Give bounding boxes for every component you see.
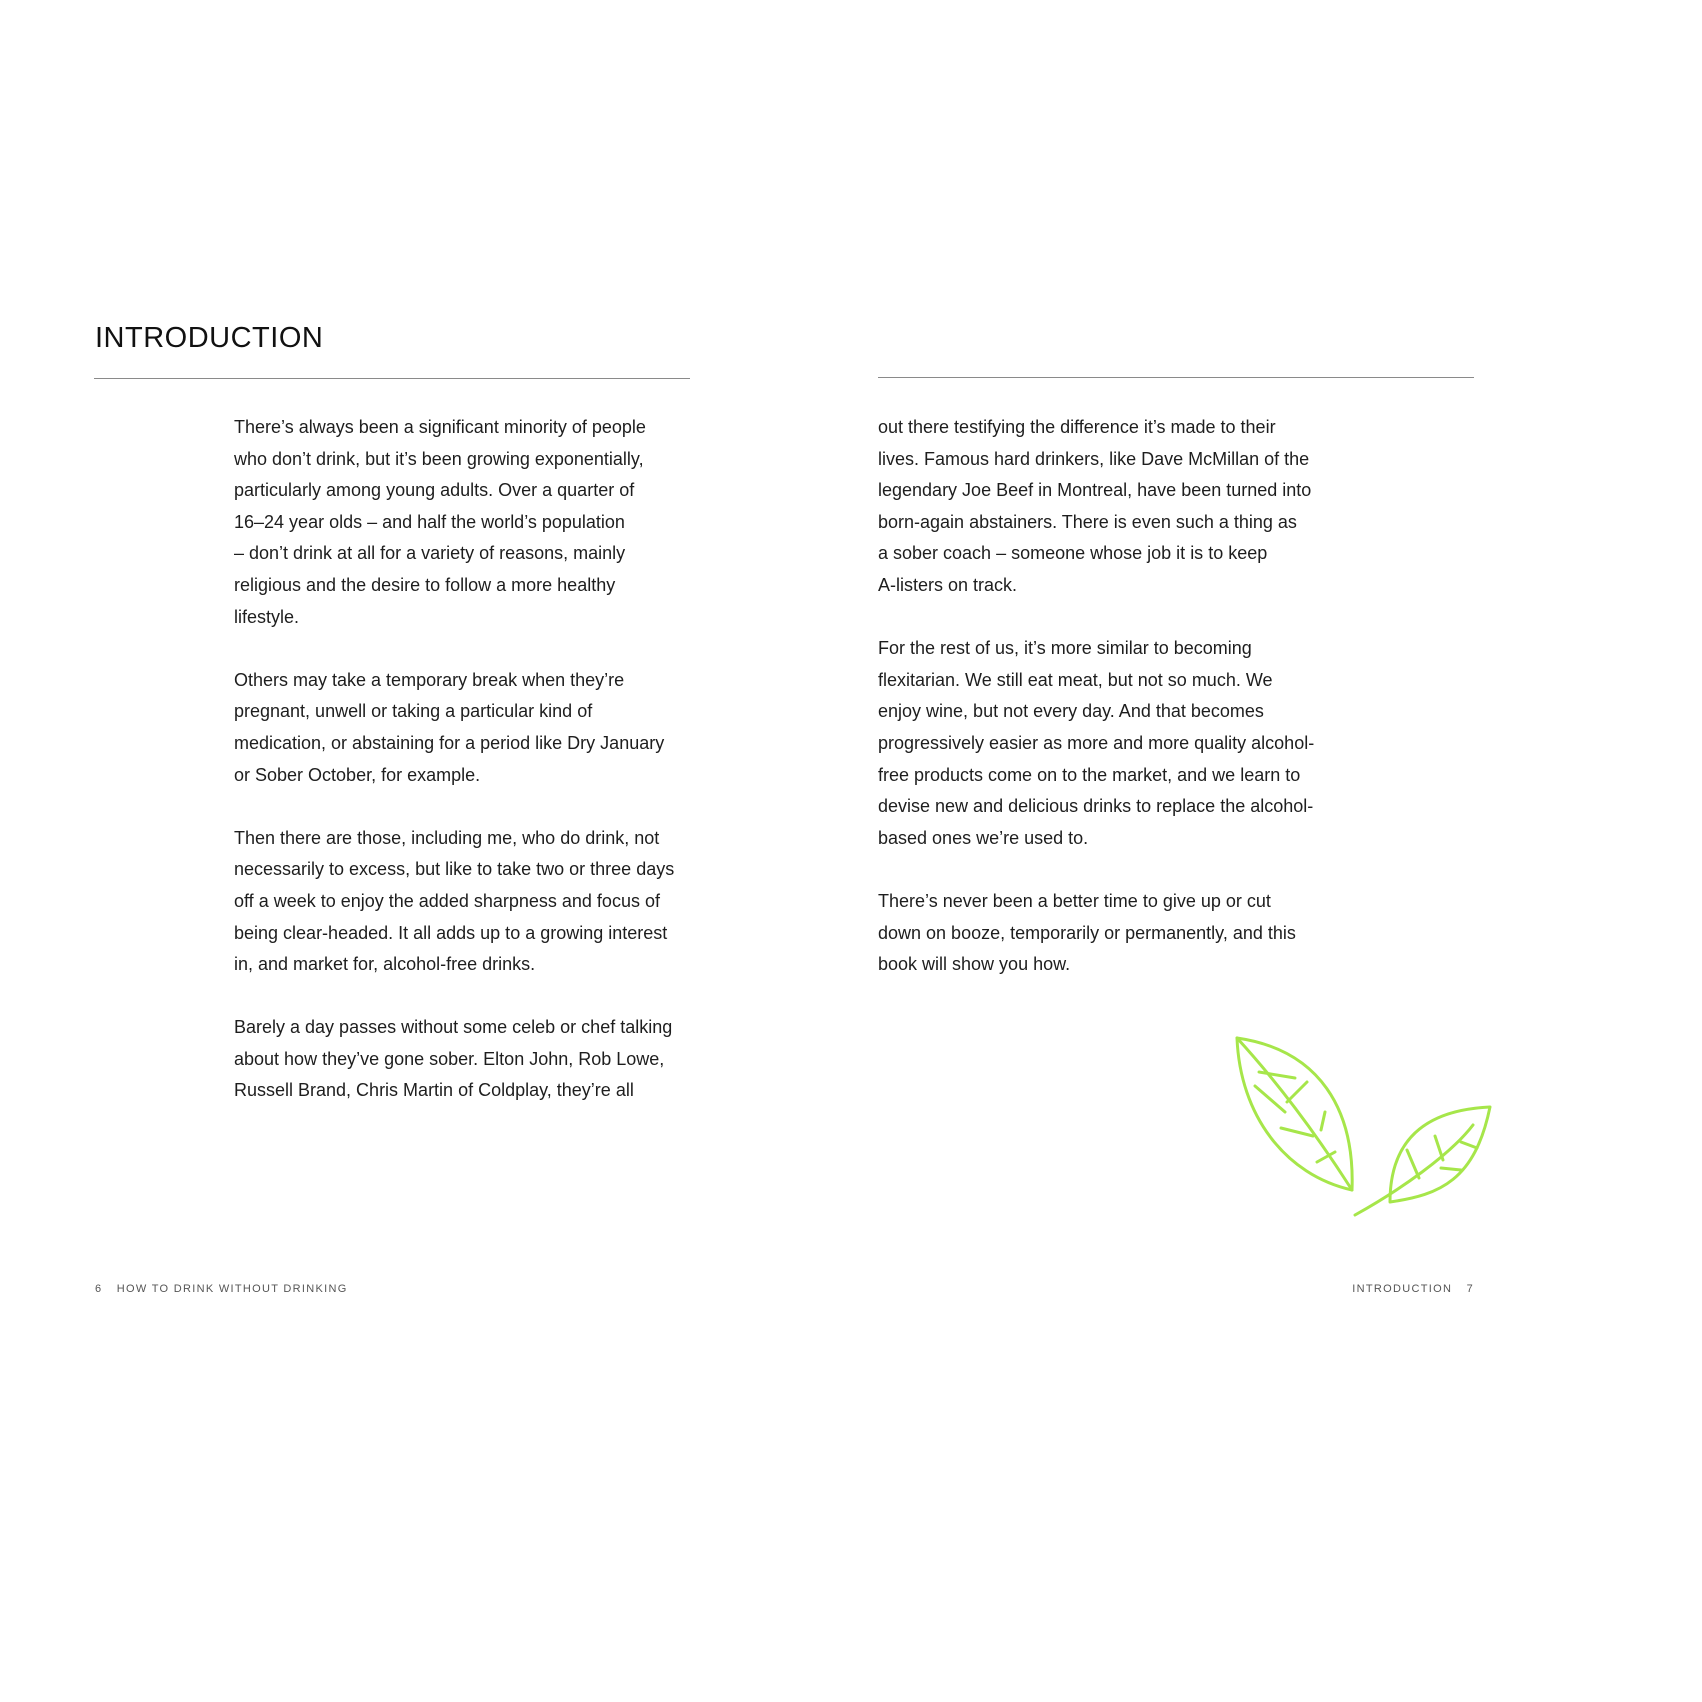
- page-title: INTRODUCTION: [95, 322, 324, 354]
- body-paragraph: Others may take a temporary break when they’re pregnant, unwell or taking a particular kind of medication, or abstaining for a period like Dry January or Sober October, for example.: [234, 669, 665, 785]
- body-paragraph: For the rest of us, it’s more similar to becoming flexitarian. We still eat meat, but not so much. We enjoy wine, but not every day. And that becomes progressively easier as more and more quality alcohol- free products come on to the market, and we learn to devise new and delicious drinks to replace the alcohol- based ones we’re used to.: [878, 638, 1315, 848]
- folio-right: [1352, 1283, 1474, 1295]
- page-number: 7: [1466, 1283, 1474, 1295]
- heading-rule-left: [94, 378, 690, 379]
- body-column-right: [878, 412, 1338, 981]
- body-paragraph: There’s never been a better time to give up or cut down on booze, temporarily or permanently, and this book will show you how.: [878, 890, 1296, 975]
- running-head: INTRODUCTION: [1352, 1283, 1453, 1295]
- running-head: HOW TO DRINK WITHOUT DRINKING: [116, 1283, 348, 1295]
- body-column-left: [234, 412, 694, 1107]
- leaves-icon: [1225, 1030, 1505, 1230]
- body-paragraph: Barely a day passes without some celeb or chef talking about how they’ve gone sober. Elton John, Rob Lowe, Russell Brand, Chris Martin of Coldplay, they’re all: [234, 1017, 673, 1101]
- body-paragraph: Then there are those, including me, who do drink, not necessarily to excess, but like to take two or three days off a week to enjoy the added sharpness and focus of being clear-headed. It all adds up to a growing interest in, and market for, alcohol-free drinks.: [234, 827, 675, 975]
- page-number: 6: [95, 1283, 103, 1295]
- folio-left: [95, 1283, 348, 1295]
- heading-rule-right: [878, 377, 1474, 378]
- body-paragraph: out there testifying the difference it’s made to their lives. Famous hard drinkers, like Dave McMillan of the legendary Joe Beef in Montreal, have been turned into born-again abstainers. There is even such a thing as a sober coach – someone whose job it is to keep A-listers on track.: [878, 417, 1312, 595]
- body-paragraph: There’s always been a significant minority of people who don’t drink, but it’s been growing exponentially, particularly among young adults. Over a quarter of 16–24 year olds – and half the world’s population – don’t drink at all for a variety of reasons, mainly religious and the desire to follow a more healthy lifestyle.: [234, 417, 646, 627]
